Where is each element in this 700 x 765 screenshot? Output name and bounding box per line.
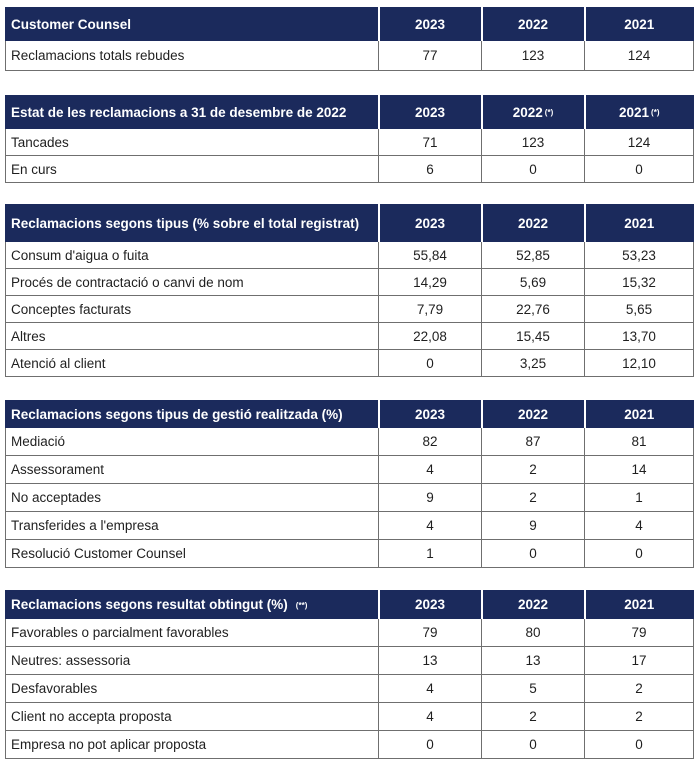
cell-value: 13 [482,647,585,675]
table-row [6,350,694,377]
year-header [379,591,482,619]
table-row [6,242,694,269]
table-row [6,619,694,647]
cell-value: 0 [585,731,694,759]
cell-value: 79 [379,619,482,647]
year-header [585,591,694,619]
cell-value: 123 [482,41,585,71]
cell-value: 87 [482,428,585,456]
year-label: 2022 [517,16,549,32]
year-header [482,8,585,41]
table-title [6,591,379,619]
year-header [585,8,694,41]
row-label: No acceptades [6,484,379,512]
row-label: Atenció al client [6,350,379,377]
year-header [482,591,585,619]
cell-value: 124 [585,41,694,71]
cell-value: 2 [585,675,694,703]
table-row [6,428,694,456]
cell-value: 4 [585,512,694,540]
row-label: Empresa no pot aplicar proposta [6,731,379,759]
year-label: 2021 [624,406,655,422]
cell-value: 0 [585,156,694,183]
year-label: 2023 [414,16,446,32]
cell-value: 0 [379,350,482,377]
cell-value: 15,45 [482,323,585,350]
table-row [6,512,694,540]
table-title [6,8,379,41]
year-label: 2023 [414,104,446,120]
claims-status-table [5,95,694,183]
year-label: 2021 [624,215,655,231]
table-title [6,205,379,242]
cell-value: 9 [482,512,585,540]
year-label: 2021 [624,597,655,612]
table-header-row [6,591,694,619]
year-label: 2022 [517,215,549,231]
cell-value: 0 [482,540,585,568]
cell-value: 12,10 [585,350,694,377]
year-label: 2021 [619,104,650,120]
row-label: Mediació [6,428,379,456]
cell-value: 0 [482,731,585,759]
cell-value: 1 [379,540,482,568]
year-label: 2021 [624,16,655,32]
table-header-row [6,401,694,428]
cell-value: 15,32 [585,269,694,296]
cell-value: 13 [379,647,482,675]
cell-value: 2 [482,484,585,512]
table-header-row [6,96,694,129]
cell-value: 52,85 [482,242,585,269]
table-row [6,731,694,759]
cell-value: 82 [379,428,482,456]
table-title-text: Reclamacions segons tipus (% sobre el total registrat) [11,215,360,231]
year-header [379,205,482,242]
year-header [379,401,482,428]
cell-value: 22,76 [482,296,585,323]
table-row [6,703,694,731]
table-header-row [6,8,694,41]
cell-value: 79 [585,619,694,647]
row-label: Client no accepta proposta [6,703,379,731]
cell-value: 6 [379,156,482,183]
table-row [6,156,694,183]
table-title-text: Customer Counsel [11,16,132,32]
cell-value: 55,84 [379,242,482,269]
row-label: Tancades [6,129,379,156]
year-header [379,8,482,41]
table-row [6,484,694,512]
cell-value: 5,65 [585,296,694,323]
footnote-marker: (**) [295,600,308,610]
row-label: Altres [6,323,379,350]
row-label: Procés de contractació o canvi de nom [6,269,379,296]
table-row [6,41,694,71]
row-label: Transferides a l'empresa [6,512,379,540]
cell-value: 5 [482,675,585,703]
row-label: Favorables o parcialment favorables [6,619,379,647]
table-title [6,401,379,428]
row-label: En curs [6,156,379,183]
cell-value: 0 [379,731,482,759]
cell-value: 71 [379,129,482,156]
cell-value: 5,69 [482,269,585,296]
claims-by-type-table [5,204,694,377]
row-label: Assessorament [6,456,379,484]
cell-value: 0 [585,540,694,568]
year-header [585,205,694,242]
claims-by-management-table [5,400,694,568]
cell-value: 124 [585,129,694,156]
cell-value: 4 [379,512,482,540]
claims-by-result-table [5,590,694,759]
table-title-text: Reclamacions segons resultat obtingut (%) [11,597,288,612]
year-label: 2022 [512,104,543,120]
year-header [482,401,585,428]
cell-value: 13,70 [585,323,694,350]
year-header [585,401,694,428]
table-header-row [6,205,694,242]
year-header [482,96,585,129]
table-row [6,540,694,568]
row-label: Consum d'aigua o fuita [6,242,379,269]
table-row [6,269,694,296]
table-row [6,129,694,156]
cell-value: 14 [585,456,694,484]
year-header [379,96,482,129]
cell-value: 0 [482,156,585,183]
cell-value: 3,25 [482,350,585,377]
cell-value: 22,08 [379,323,482,350]
table-row [6,323,694,350]
cell-value: 17 [585,647,694,675]
row-label: Reclamacions totals rebudes [6,41,379,71]
row-label: Conceptes facturats [6,296,379,323]
cell-value: 4 [379,703,482,731]
cell-value: 2 [585,703,694,731]
cell-value: 2 [482,456,585,484]
row-label: Desfavorables [6,675,379,703]
cell-value: 2 [482,703,585,731]
row-label: Neutres: assessoria [6,647,379,675]
table-row [6,647,694,675]
footnote-marker: (*) [651,108,660,118]
cell-value: 14,29 [379,269,482,296]
year-label: 2023 [414,215,446,231]
cell-value: 77 [379,41,482,71]
row-label: Resolució Customer Counsel [6,540,379,568]
cell-value: 80 [482,619,585,647]
cell-value: 9 [379,484,482,512]
table-title [6,96,379,129]
cell-value: 4 [379,675,482,703]
cell-value: 4 [379,456,482,484]
cell-value: 81 [585,428,694,456]
table-row [6,675,694,703]
cell-value: 7,79 [379,296,482,323]
table-row [6,456,694,484]
customer-counsel-table [5,7,694,71]
year-label: 2022 [517,406,549,422]
footnote-marker: (*) [544,108,554,118]
table-title-text: Reclamacions segons tipus de gestió realitzada (%) [11,406,343,422]
table-title-text: Estat de les reclamacions a 31 de desembre de 2022 [11,104,347,120]
cell-value: 123 [482,129,585,156]
year-label: 2022 [517,597,549,612]
cell-value: 53,23 [585,242,694,269]
year-label: 2023 [414,406,446,422]
table-row [6,296,694,323]
year-header [482,205,585,242]
cell-value: 1 [585,484,694,512]
year-label: 2023 [414,597,446,612]
year-header [585,96,694,129]
